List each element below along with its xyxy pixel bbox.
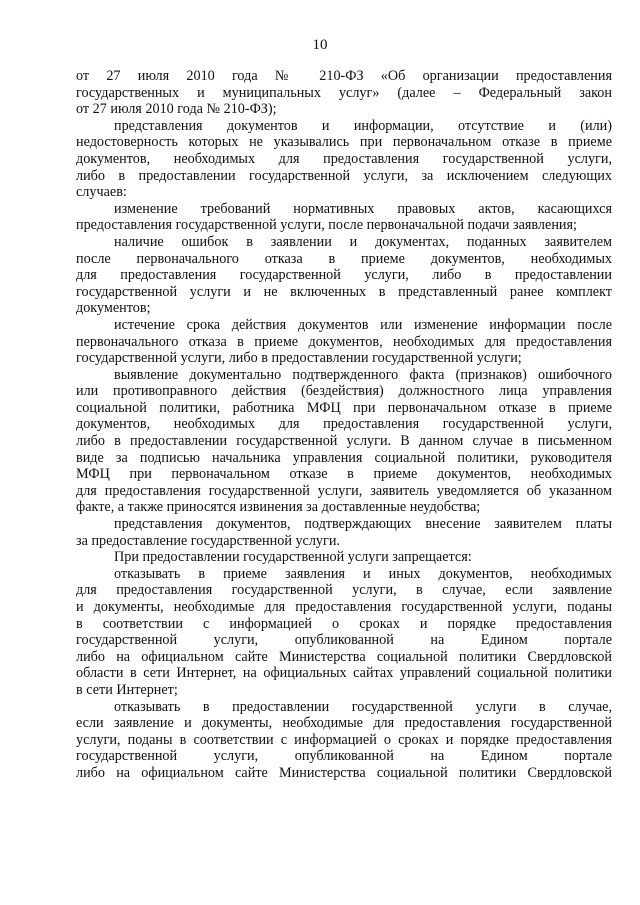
text-line: в сети Интернет; xyxy=(76,681,178,698)
text-line: за предоставление государственной услуги. xyxy=(76,532,340,549)
text-line: документов, необходимых для предоставления государственной услуги, xyxy=(76,150,612,167)
text-line: недостоверность которых не указывались при первоначальном отказе в приеме xyxy=(76,134,612,151)
text-line: для предоставления государственной услуги, заявитель уведомляется об указанном xyxy=(76,482,612,499)
text-line: государственной услуги, опубликованной на Едином портале xyxy=(76,748,612,765)
paragraph xyxy=(76,367,612,516)
text-line: в соответствии с информацией о сроках и порядке предоставления xyxy=(76,615,612,632)
text-line: для предоставления государственной услуги, либо в предоставлении xyxy=(76,267,612,284)
text-line: виде за подписью начальника управления социальной политики, руководителя xyxy=(76,449,612,466)
text-line: факте, а также приносятся извинения за доставленные неудобства; xyxy=(76,499,481,516)
text-line: отказывать в приеме заявления и иных документов, необходимых xyxy=(114,565,612,582)
paragraph xyxy=(76,516,612,549)
text-line: услуги, поданы в соответствии с информацией о сроках и порядке предоставления xyxy=(76,731,612,748)
text-line: выявление документально подтвержденного факта (признаков) ошибочного xyxy=(114,366,612,383)
paragraph xyxy=(76,699,612,782)
text-line: от 27 июля 2010 года № 210-ФЗ «Об организации предоставления xyxy=(76,68,612,84)
page-number: 10 xyxy=(312,37,328,53)
text-line: и документы, необходимые для предоставления государственной услуги, поданы xyxy=(76,599,612,615)
text-line: изменение требований нормативных правовых актов, касающихся xyxy=(114,200,612,217)
text-line: истечение срока действия документов или изменение информации после xyxy=(114,316,612,333)
text-line: представления документов и информации, отсутствие и (или) xyxy=(114,117,612,134)
text-line: государственной услуги и не включенных в представленный ранее комплект xyxy=(76,283,612,300)
document-body xyxy=(76,68,612,782)
text-line: государственных и муниципальных услуг» (далее – Федеральный закон xyxy=(76,84,612,101)
text-line: МФЦ при первоначальном отказе в приеме документов, необходимых xyxy=(76,466,612,483)
paragraph xyxy=(76,549,612,566)
text-line: после первоначального отказа в приеме документов, необходимых xyxy=(76,250,612,267)
text-line: от 27 июля 2010 года № 210-ФЗ); xyxy=(76,101,277,118)
text-line: социальной политики, работника МФЦ при первоначальном отказе в приеме xyxy=(76,399,612,416)
paragraph xyxy=(76,317,612,367)
text-line: если заявление и документы, необходимые для предоставления государственной xyxy=(76,715,612,732)
text-line: первоначального отказа в приеме документов, необходимых для предоставления xyxy=(76,333,612,350)
paragraph xyxy=(76,68,612,118)
text-line: документов; xyxy=(76,300,151,317)
text-line: либо на официальном сайте Министерства социальной политики Свердловской xyxy=(76,764,612,781)
text-line: либо в предоставлении государственной услуги. В данном случае в письменном xyxy=(76,433,612,450)
text-line: либо в предоставлении государственной услуги, за исключением следующих xyxy=(76,167,612,184)
text-line: При предоставлении государственной услуги запрещается: xyxy=(114,549,472,566)
text-line: представления документов, подтверждающих внесение заявителем платы xyxy=(114,516,612,533)
text-line: предоставления государственной услуги, после первоначальной подачи заявления; xyxy=(76,217,577,234)
text-line: для предоставления государственной услуги, в случае, если заявление xyxy=(76,582,612,599)
text-line: области в сети Интернет, на официальных сайтах управлений социальной политики xyxy=(76,665,612,682)
text-line: наличие ошибок в заявлении и документах, поданных заявителем xyxy=(114,233,612,250)
text-line: случаев: xyxy=(76,184,127,201)
text-line: либо на официальном сайте Министерства социальной политики Свердловской xyxy=(76,648,612,665)
text-line: государственной услуги, опубликованной на Едином портале xyxy=(76,632,612,649)
text-line: или противоправного действия (бездействия) должностного лица управления xyxy=(76,383,612,400)
paragraph xyxy=(76,118,612,201)
paragraph xyxy=(76,566,612,699)
text-line: документов, необходимых для предоставления государственной услуги, xyxy=(76,416,612,433)
text-line: государственной услуги, либо в предоставлении государственной услуги; xyxy=(76,350,522,367)
paragraph xyxy=(76,234,612,317)
paragraph xyxy=(76,201,612,234)
text-line: отказывать в предоставлении государственной услуги в случае, xyxy=(114,698,612,715)
